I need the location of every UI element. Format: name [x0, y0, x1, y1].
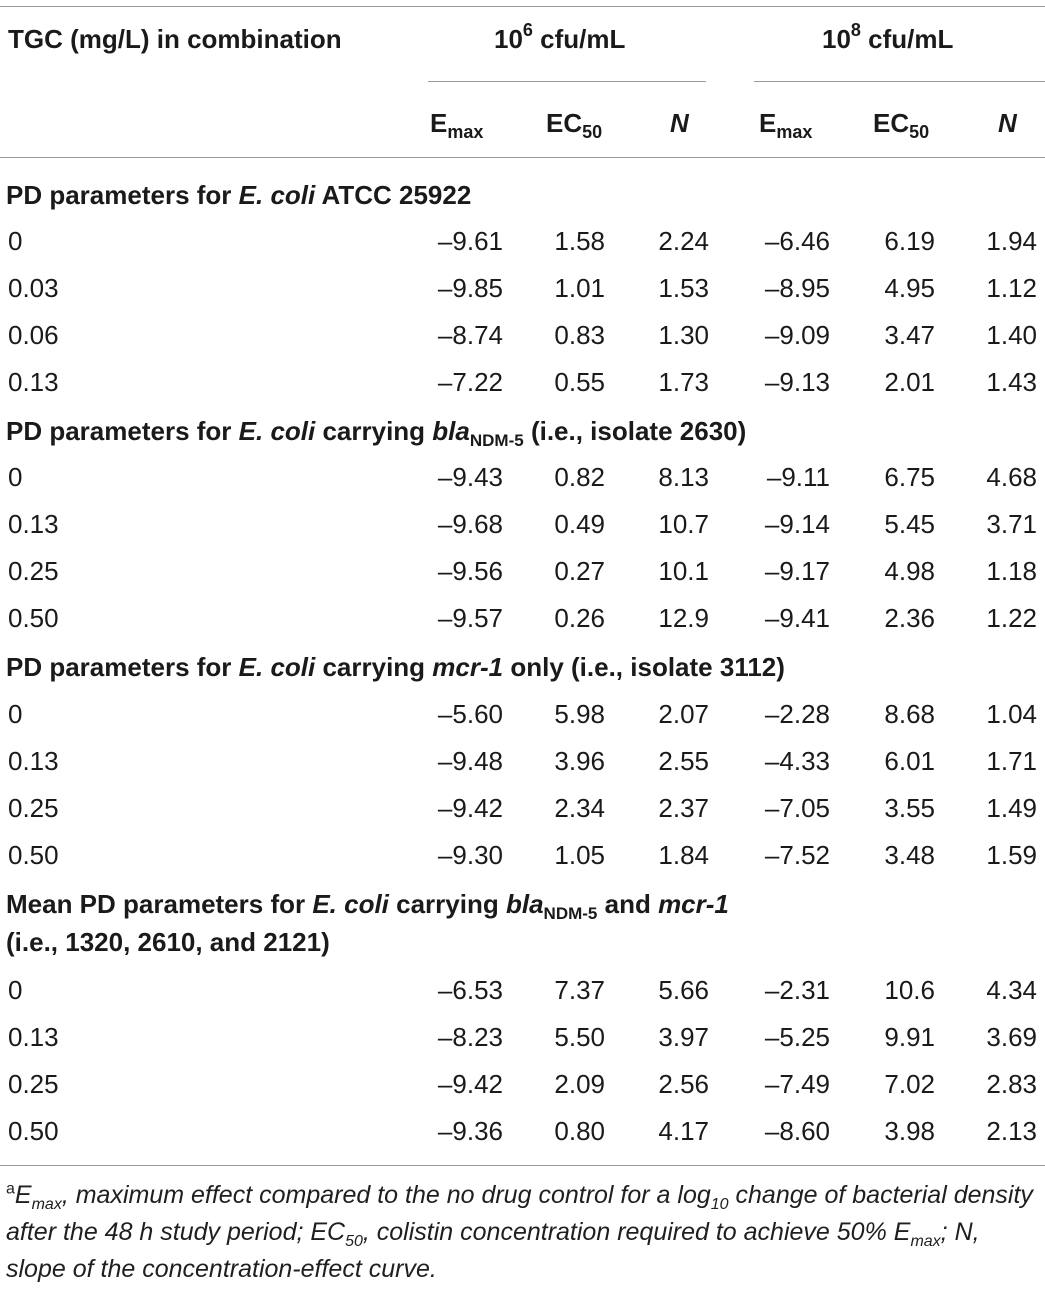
header-group-1e8-base: 10 [822, 24, 851, 54]
table-row: 0.13 –7.22 0.55 1.73 –9.13 2.01 1.43 [8, 367, 1037, 397]
table-footnote: $^aE_{max}$, maximum effect compared to the no drug control for a $\log_{10}$ change of bacterial density after the 48 h study period; $EC_{50}$, colistin concentration required to achieve 50% $E_{max}$; N, slope of the concentration-effect curve. [6, 1180, 1033, 1283]
header-emax-1: $E_{max}$ [430, 108, 484, 143]
table-row: 0 –6.53 7.37 5.66 –2.31 10.6 4.34 [8, 975, 1037, 1005]
header-group-1e8-unit: cfu/mL [860, 24, 954, 54]
table-top-rule [0, 6, 1045, 7]
table-row: 0.06 –8.74 0.83 1.30 –9.09 3.47 1.40 [8, 320, 1037, 350]
table-row: 0.50 –9.57 0.26 12.9 –9.41 2.36 1.22 [8, 603, 1037, 633]
table-row: 0.13 –8.23 5.50 3.97 –5.25 9.91 3.69 [8, 1022, 1037, 1052]
header-ec50-1: $EC_{50}$ [546, 108, 603, 143]
table-row: 0.25 –9.42 2.09 2.56 –7.49 7.02 2.83 [8, 1069, 1037, 1099]
section-title-mean: Mean PD parameters for E. coli carrying bla$_{NDM-5}$ and mcr-1 [6, 889, 729, 924]
table-row: 0.50 –9.36 0.80 4.17 –8.60 3.98 2.13 [8, 1116, 1037, 1146]
table-row: 0 –9.43 0.82 8.13 –9.11 6.75 4.68 [8, 462, 1037, 492]
header-group-1e8-exp: 8 [850, 20, 861, 41]
header-ec50-2: $EC_{50}$ [873, 108, 930, 143]
table-row: 0 –5.60 5.98 2.07 –2.28 8.68 1.04 [8, 699, 1037, 729]
section-title-mcr1: PD parameters for E. coli carrying mcr-1 only (i.e., isolate 3112) [6, 652, 785, 682]
table-bottom-rule [0, 1165, 1045, 1166]
table-row: 0.13 –9.48 3.96 2.55 –4.33 6.01 1.71 [8, 746, 1037, 776]
table-row: 0.03 –9.85 1.01 1.53 –8.95 4.95 1.12 [8, 273, 1037, 303]
header-n-2: N [998, 108, 1017, 138]
table-row: 0 –9.61 1.58 2.24 –6.46 6.19 1.94 [8, 226, 1037, 256]
header-group-1e6-unit: cfu/mL [532, 24, 626, 54]
section-title-ndm5: PD parameters for E. coli carrying bla$_{NDM-5}$ (i.e., isolate 2630) [6, 416, 747, 451]
header-group-1e6-exp: 6 [522, 20, 533, 41]
table-row: 0.25 –9.56 0.27 10.1 –9.17 4.98 1.18 [8, 556, 1037, 586]
table-row: 0.50 –9.30 1.05 1.84 –7.52 3.48 1.59 [8, 840, 1037, 870]
group-1e8-rule [754, 81, 1045, 82]
section-title-mean-line2: (i.e., 1320, 2610, and 2121) [6, 927, 330, 957]
header-n-1: N [670, 108, 689, 138]
table-row: 0.13 –9.68 0.49 10.7 –9.14 5.45 3.71 [8, 509, 1037, 539]
header-group-1e6-base: 10 [494, 24, 523, 54]
header-group-1e6 [494, 20, 626, 55]
group-1e6-rule [428, 81, 706, 82]
header-tgc-label: TGC (mg/L) in combination [8, 24, 342, 54]
section-title-atcc: PD parameters for E. coli ATCC 25922 [6, 180, 472, 210]
header-bottom-rule [0, 157, 1045, 158]
header-group-1e8 [822, 20, 954, 55]
header-emax-2: $E_{max}$ [759, 108, 813, 143]
table-row: 0.25 –9.42 2.34 2.37 –7.05 3.55 1.49 [8, 793, 1037, 823]
